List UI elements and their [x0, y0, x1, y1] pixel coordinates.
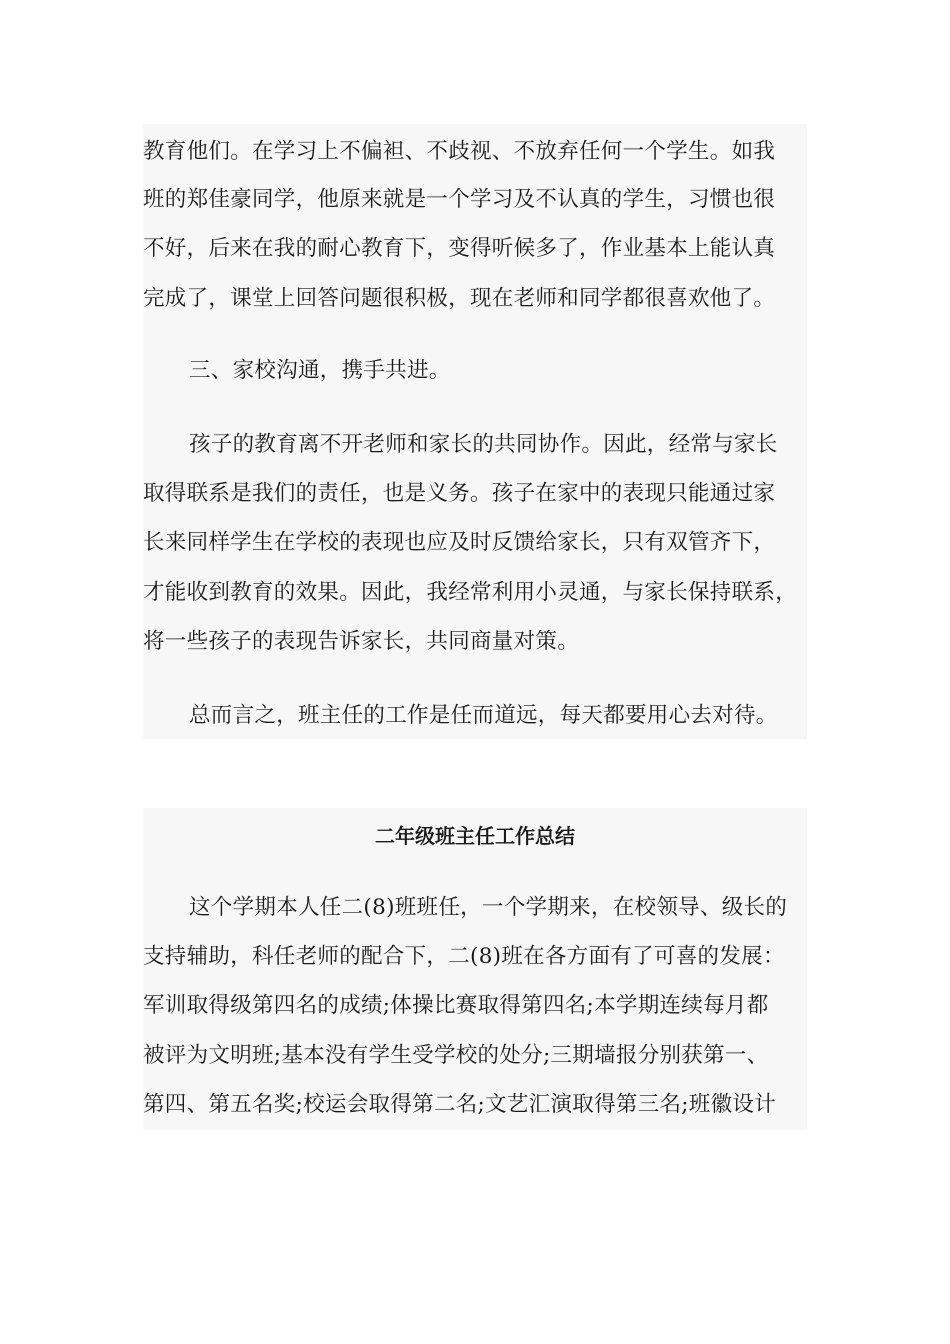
paragraph-line: 完成了，课堂上回答问题很积极，现在老师和同学都很喜欢他了。	[143, 286, 776, 311]
section-heading: 三、家校沟通，携手共进。	[189, 358, 451, 383]
paragraph-line: 班的郑佳豪同学，他原来就是一个学习及不认真的学生，习惯也很	[143, 187, 776, 212]
paragraph-line: 军训取得级第四名的成绩;体操比赛取得第四名;本学期连续每月都	[143, 993, 769, 1018]
paragraph-line: 教育他们。在学习上不偏袒、不歧视、不放弃任何一个学生。如我	[143, 139, 776, 164]
paragraph-line: 孩子的教育离不开老师和家长的共同协作。因此，经常与家长	[189, 432, 778, 457]
text-block-class-management	[143, 124, 807, 739]
paragraph-line: 不好，后来在我的耐心教育下，变得听候多了，作业基本上能认真	[143, 236, 776, 261]
text-block-grade-two-summary	[143, 808, 807, 1130]
document-title: 二年级班主任工作总结	[375, 824, 575, 848]
conclusion-line: 总而言之，班主任的工作是任而道远，每天都要用心去对待。	[189, 703, 778, 728]
paragraph-line: 将一些孩子的表现告诉家长，共同商量对策。	[143, 629, 580, 654]
paragraph-line: 才能收到教育的效果。因此，我经常利用小灵通，与家长保持联系，	[143, 580, 798, 605]
paragraph-line: 这个学期本人任二(8)班班任，一个学期来，在校领导、级长的	[189, 895, 788, 920]
paragraph-line: 取得联系是我们的责任，也是义务。孩子在家中的表现只能通过家	[143, 481, 776, 506]
paragraph-line: 被评为文明班;基本没有学生受学校的处分;三期墙报分别获第一、	[143, 1043, 769, 1068]
paragraph-line: 长来同样学生在学校的表现也应及时反馈给家长，只有双管齐下，	[143, 530, 776, 555]
paragraph-line: 支持辅助，科任老师的配合下，二(8)班在各方面有了可喜的发展：	[143, 944, 785, 969]
paragraph-line: 第四、第五名奖;校运会取得第二名;文艺汇演取得第三名;班徽设计	[143, 1092, 777, 1117]
